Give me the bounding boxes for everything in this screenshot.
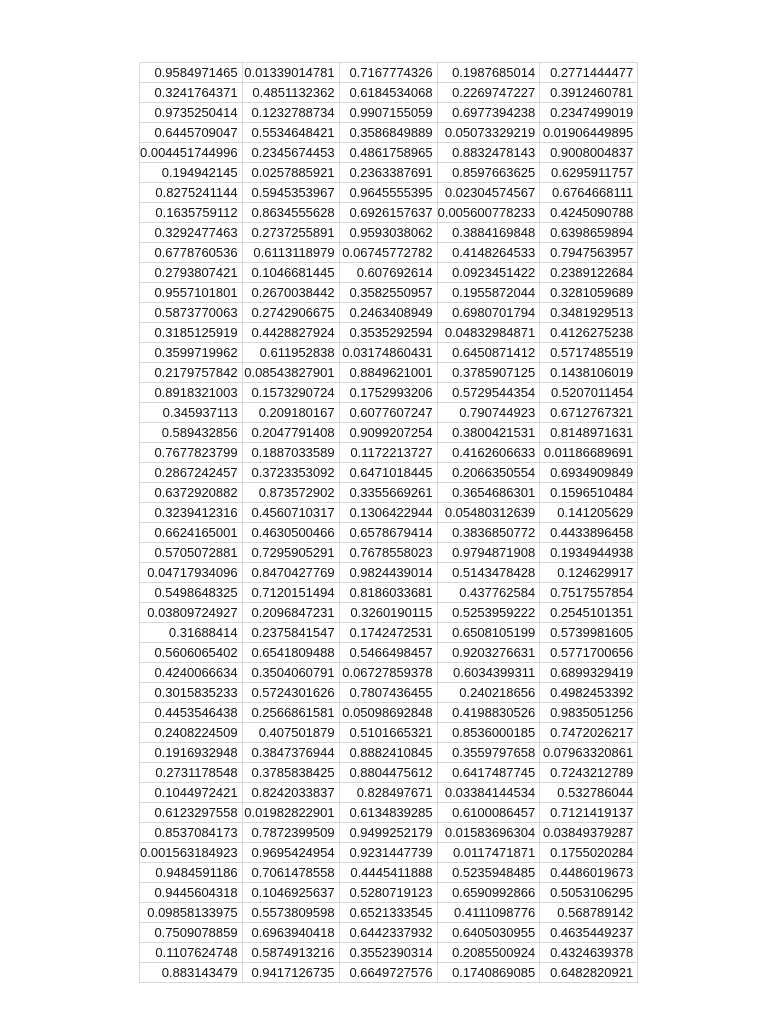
table-cell[interactable]: 0.6963940418 [242,923,339,943]
table-cell[interactable]: 0.5724301626 [242,683,339,703]
table-row [140,643,638,663]
table-cell[interactable]: 0.3239412316 [140,503,243,523]
table-cell[interactable]: 0.7677823799 [140,443,243,463]
table-cell[interactable]: 0.3535292594 [339,323,437,343]
table-cell[interactable]: 0.4126275238 [540,323,638,343]
table-cell[interactable]: 0.6405030955 [437,923,540,943]
table-cell[interactable]: 0.8536000185 [437,723,540,743]
table-cell[interactable]: 0.6926157637 [339,203,437,223]
table-cell[interactable]: 0.6541809488 [242,643,339,663]
table-cell[interactable]: 0.0117471871 [437,843,540,863]
table-cell[interactable]: 0.9645555395 [339,183,437,203]
table-cell[interactable]: 0.2566861581 [242,703,339,723]
table-cell[interactable]: 0.6034399311 [437,663,540,683]
table-row [140,103,638,123]
table-cell[interactable]: 0.2463408949 [339,303,437,323]
table-cell[interactable]: 0.7295905291 [242,543,339,563]
table-cell[interactable]: 0.2375841547 [242,623,339,643]
table-cell[interactable]: 0.2408224509 [140,723,243,743]
table-cell[interactable]: 0.2389122684 [540,263,638,283]
table-cell[interactable]: 0.6578679414 [339,523,437,543]
table-row [140,63,638,83]
table-cell[interactable]: 0.9824439014 [339,563,437,583]
table-cell[interactable]: 0.6508105199 [437,623,540,643]
table-cell[interactable]: 0.05480312639 [437,503,540,523]
table-cell[interactable]: 0.4240066634 [140,663,243,683]
table-cell[interactable]: 0.5498648325 [140,583,243,603]
table-cell[interactable]: 0.2742906675 [242,303,339,323]
table-row [140,203,638,223]
table-cell[interactable]: 0.9584971465 [140,63,243,83]
table-row [140,623,638,643]
table-row [140,183,638,203]
table-cell[interactable]: 0.7872399509 [242,823,339,843]
table-cell[interactable]: 0.5717485519 [540,343,638,363]
table-cell[interactable]: 0.1752993206 [339,383,437,403]
table-cell[interactable]: 0.9484591186 [140,863,243,883]
table-cell[interactable]: 0.2345674453 [242,143,339,163]
table-row [140,683,638,703]
table-row [140,963,638,983]
table-cell[interactable]: 0.8470427769 [242,563,339,583]
table-cell[interactable]: 0.3281059689 [540,283,638,303]
table-cell[interactable]: 0.8597663625 [437,163,540,183]
table-cell[interactable]: 0.8849621001 [339,363,437,383]
table-cell[interactable]: 0.7678558023 [339,543,437,563]
table-cell[interactable]: 0.141205629 [540,503,638,523]
table-cell[interactable]: 0.2085500924 [437,943,540,963]
table-cell[interactable]: 0.209180167 [242,403,339,423]
table-cell[interactable]: 0.9445604318 [140,883,243,903]
table-row [140,503,638,523]
table-cell[interactable]: 0.4324639378 [540,943,638,963]
table-cell[interactable]: 0.9907155059 [339,103,437,123]
table-row [140,743,638,763]
table-cell[interactable]: 0.4982453392 [540,683,638,703]
table-cell[interactable]: 0.9557101801 [140,283,243,303]
table-cell[interactable]: 0.3355669261 [339,483,437,503]
table-cell[interactable]: 0.2347499019 [540,103,638,123]
table-cell[interactable]: 0.1172213727 [339,443,437,463]
table-cell[interactable]: 0.4630500466 [242,523,339,543]
table-row [140,403,638,423]
table-row [140,323,638,343]
table-cell[interactable]: 0.3836850772 [437,523,540,543]
table-cell[interactable]: 0.6934909849 [540,463,638,483]
table-cell[interactable]: 0.3292477463 [140,223,243,243]
table-row [140,363,638,383]
table-cell[interactable]: 0.6113118979 [242,243,339,263]
table-cell[interactable]: 0.04717934096 [140,563,243,583]
table-cell[interactable]: 0.9231447739 [339,843,437,863]
table-cell[interactable]: 0.6521333545 [339,903,437,923]
table-cell[interactable]: 0.6445709047 [140,123,243,143]
table-cell[interactable]: 0.1740869085 [437,963,540,983]
table-row [140,263,638,283]
table-cell[interactable]: 0.31688414 [140,623,243,643]
table-row [140,163,638,183]
table-cell[interactable]: 0.3599719962 [140,343,243,363]
table-cell[interactable]: 0.2793807421 [140,263,243,283]
table-row [140,523,638,543]
table-row [140,83,638,103]
table-cell[interactable]: 0.6123297558 [140,803,243,823]
table-cell[interactable]: 0.3015835233 [140,683,243,703]
table-cell[interactable]: 0.7061478558 [242,863,339,883]
table-cell[interactable]: 0.407501879 [242,723,339,743]
table-cell[interactable]: 0.6471018445 [339,463,437,483]
table-cell[interactable]: 0.09858133975 [140,903,243,923]
table-cell[interactable]: 0.2363387691 [339,163,437,183]
table-row [140,343,638,363]
table-cell[interactable]: 0.5207011454 [540,383,638,403]
table-cell[interactable]: 0.1107624748 [140,943,243,963]
table-cell[interactable]: 0.6624165001 [140,523,243,543]
table-cell[interactable]: 0.6417487745 [437,763,540,783]
table-cell[interactable]: 0.8275241144 [140,183,243,203]
table-cell[interactable]: 0.05073329219 [437,123,540,143]
table-cell[interactable]: 0.8882410845 [339,743,437,763]
table-cell[interactable]: 0.1046925637 [242,883,339,903]
table-cell[interactable]: 0.3241764371 [140,83,243,103]
table-cell[interactable]: 0.4433896458 [540,523,638,543]
table-cell[interactable]: 0.3260190115 [339,603,437,623]
table-cell[interactable]: 0.6372920882 [140,483,243,503]
table-cell[interactable]: 0.04832984871 [437,323,540,343]
table-row [140,883,638,903]
table-row [140,443,638,463]
table-cell[interactable]: 0.8804475612 [339,763,437,783]
table-cell[interactable]: 0.9794871908 [437,543,540,563]
table-cell[interactable]: 0.3654686301 [437,483,540,503]
table-row [140,763,638,783]
table-cell[interactable]: 0.6442337932 [339,923,437,943]
table-cell[interactable]: 0.9593038062 [339,223,437,243]
table-cell[interactable]: 0.5101665321 [339,723,437,743]
spreadsheet-body [140,63,638,983]
table-cell[interactable]: 0.8634555628 [242,203,339,223]
table-cell[interactable]: 0.05098692848 [339,703,437,723]
table-cell[interactable]: 0.2731178548 [140,763,243,783]
table-cell[interactable]: 0.568789142 [540,903,638,923]
table-cell[interactable]: 0.4453546438 [140,703,243,723]
table-row [140,483,638,503]
table-cell[interactable]: 0.4635449237 [540,923,638,943]
table-cell[interactable]: 0.03849379287 [540,823,638,843]
table-cell[interactable]: 0.6899329419 [540,663,638,683]
table-row [140,603,638,623]
table-cell[interactable]: 0.6398659894 [540,223,638,243]
table-cell[interactable]: 0.2737255891 [242,223,339,243]
table-cell[interactable]: 0.9499252179 [339,823,437,843]
table-cell[interactable]: 0.7121419137 [540,803,638,823]
table-cell[interactable]: 0.2670038442 [242,283,339,303]
table-cell[interactable]: 0.5253959222 [437,603,540,623]
table-cell[interactable]: 0.03809724927 [140,603,243,623]
table-row [140,543,638,563]
table-row [140,923,638,943]
table-cell[interactable]: 0.437762584 [437,583,540,603]
table-cell[interactable]: 0.7243212789 [540,763,638,783]
table-cell[interactable]: 0.2771444477 [540,63,638,83]
table-row [140,283,638,303]
spreadsheet-table [139,62,638,983]
table-cell[interactable]: 0.6980701794 [437,303,540,323]
table-cell[interactable]: 0.240218656 [437,683,540,703]
table-cell[interactable]: 0.1916932948 [140,743,243,763]
table-cell[interactable]: 0.7509078859 [140,923,243,943]
table-cell[interactable]: 0.3800421531 [437,423,540,443]
table-cell[interactable]: 0.3481929513 [540,303,638,323]
table-cell[interactable]: 0.5534648421 [242,123,339,143]
table-cell[interactable]: 0.4428827924 [242,323,339,343]
table-cell[interactable]: 0.828497671 [339,783,437,803]
table-cell[interactable]: 0.6482820921 [540,963,638,983]
table-cell[interactable]: 0.124629917 [540,563,638,583]
table-row [140,383,638,403]
table-cell[interactable]: 0.5573809598 [242,903,339,923]
table-cell[interactable]: 0.532786044 [540,783,638,803]
table-cell[interactable]: 0.3559797658 [437,743,540,763]
table-cell[interactable]: 0.3785907125 [437,363,540,383]
table-cell[interactable]: 0.6590992866 [437,883,540,903]
table-cell[interactable]: 0.7472026217 [540,723,638,743]
table-cell[interactable]: 0.5739981605 [540,623,638,643]
table-cell[interactable]: 0.4445411888 [339,863,437,883]
table-cell[interactable]: 0.7167774326 [339,63,437,83]
table-cell[interactable]: 0.0257885921 [242,163,339,183]
table-cell[interactable]: 0.3847376944 [242,743,339,763]
table-cell[interactable]: 0.5606065402 [140,643,243,663]
table-cell[interactable]: 0.3785838425 [242,763,339,783]
table-cell[interactable]: 0.3586849889 [339,123,437,143]
table-row [140,223,638,243]
table-row [140,803,638,823]
table-cell[interactable]: 0.1046681445 [242,263,339,283]
table-cell[interactable]: 0.2867242457 [140,463,243,483]
table-row [140,943,638,963]
table-cell[interactable]: 0.8242033837 [242,783,339,803]
table-cell[interactable]: 0.0923451422 [437,263,540,283]
table-cell[interactable]: 0.07963320861 [540,743,638,763]
table-cell[interactable]: 0.06745772782 [339,243,437,263]
table-cell[interactable]: 0.4861758965 [339,143,437,163]
table-cell[interactable]: 0.02304574567 [437,183,540,203]
table-cell[interactable]: 0.6184534068 [339,83,437,103]
table-cell[interactable]: 0.6100086457 [437,803,540,823]
table-cell[interactable]: 0.194942145 [140,163,243,183]
table-cell[interactable]: 0.4851132362 [242,83,339,103]
table-cell[interactable]: 0.8918321003 [140,383,243,403]
table-cell[interactable]: 0.01583696304 [437,823,540,843]
table-row [140,823,638,843]
table-cell[interactable]: 0.6649727576 [339,963,437,983]
table-cell[interactable]: 0.9203276631 [437,643,540,663]
table-cell[interactable]: 0.589432856 [140,423,243,443]
table-cell[interactable]: 0.2096847231 [242,603,339,623]
table-cell[interactable]: 0.8537084173 [140,823,243,843]
table-cell[interactable]: 0.9008004837 [540,143,638,163]
table-cell[interactable]: 0.3552390314 [339,943,437,963]
table-row [140,583,638,603]
table-cell[interactable]: 0.1955872044 [437,283,540,303]
table-cell[interactable]: 0.5873770063 [140,303,243,323]
table-cell[interactable]: 0.1438106019 [540,363,638,383]
table-cell[interactable]: 0.9695424954 [242,843,339,863]
table-cell[interactable]: 0.1987685014 [437,63,540,83]
table-cell[interactable]: 0.873572902 [242,483,339,503]
table-cell[interactable]: 0.1573290724 [242,383,339,403]
table-row [140,463,638,483]
table-cell[interactable]: 0.7947563957 [540,243,638,263]
table-cell[interactable]: 0.01339014781 [242,63,339,83]
table-cell[interactable]: 0.005600778233 [437,203,540,223]
table-cell[interactable]: 0.5053106295 [540,883,638,903]
table-cell[interactable]: 0.9417126735 [242,963,339,983]
table-cell[interactable]: 0.01982822901 [242,803,339,823]
table-cell[interactable]: 0.790744923 [437,403,540,423]
table-cell[interactable]: 0.8148971631 [540,423,638,443]
table-row [140,303,638,323]
table-cell[interactable]: 0.5874913216 [242,943,339,963]
table-cell[interactable]: 0.7120151494 [242,583,339,603]
table-cell[interactable]: 0.9835051256 [540,703,638,723]
table-cell[interactable]: 0.3582550957 [339,283,437,303]
table-cell[interactable]: 0.6077607247 [339,403,437,423]
table-cell[interactable]: 0.01906449895 [540,123,638,143]
table-cell[interactable]: 0.5143478428 [437,563,540,583]
table-cell[interactable]: 0.01186689691 [540,443,638,463]
table-cell[interactable]: 0.03174860431 [339,343,437,363]
table-cell[interactable]: 0.1232788734 [242,103,339,123]
table-row [140,783,638,803]
table-cell[interactable]: 0.6977394238 [437,103,540,123]
table-cell[interactable]: 0.5771700656 [540,643,638,663]
table-cell[interactable]: 0.3884169848 [437,223,540,243]
table-row [140,863,638,883]
table-cell[interactable]: 0.1742472531 [339,623,437,643]
table-cell[interactable]: 0.4111098776 [437,903,540,923]
table-cell[interactable]: 0.6134839285 [339,803,437,823]
table-cell[interactable]: 0.03384144534 [437,783,540,803]
table-cell[interactable]: 0.4148264533 [437,243,540,263]
table-row [140,903,638,923]
table-cell[interactable]: 0.4198830526 [437,703,540,723]
table-cell[interactable]: 0.8832478143 [437,143,540,163]
table-cell[interactable]: 0.1635759112 [140,203,243,223]
table-cell[interactable]: 0.1306422944 [339,503,437,523]
table-cell[interactable]: 0.5705072881 [140,543,243,563]
table-cell[interactable]: 0.6712767321 [540,403,638,423]
table-cell[interactable]: 0.08543827901 [242,363,339,383]
table-cell[interactable]: 0.4162606633 [437,443,540,463]
table-cell[interactable]: 0.4486019673 [540,863,638,883]
table-cell[interactable]: 0.1887033589 [242,443,339,463]
table-cell[interactable]: 0.06727859378 [339,663,437,683]
table-cell[interactable]: 0.5235948485 [437,863,540,883]
table-cell[interactable]: 0.9099207254 [339,423,437,443]
table-cell[interactable]: 0.9735250414 [140,103,243,123]
table-cell[interactable]: 0.5729544354 [437,383,540,403]
table-cell[interactable]: 0.611952838 [242,343,339,363]
table-cell[interactable]: 0.001563184923 [140,843,243,863]
table-cell[interactable]: 0.8186033681 [339,583,437,603]
table-cell[interactable]: 0.2545101351 [540,603,638,623]
table-cell[interactable]: 0.3912460781 [540,83,638,103]
table-cell[interactable]: 0.6778760536 [140,243,243,263]
table-cell[interactable]: 0.2269747227 [437,83,540,103]
table-cell[interactable]: 0.6450871412 [437,343,540,363]
table-cell[interactable]: 0.004451744996 [140,143,243,163]
table-cell[interactable]: 0.5466498457 [339,643,437,663]
table-cell[interactable]: 0.7517557854 [540,583,638,603]
table-cell[interactable]: 0.607692614 [339,263,437,283]
table-cell[interactable]: 0.4560710317 [242,503,339,523]
table-cell[interactable]: 0.5280719123 [339,883,437,903]
table-cell[interactable]: 0.7807436455 [339,683,437,703]
table-row [140,723,638,743]
table-row [140,703,638,723]
table-cell[interactable]: 0.1596510484 [540,483,638,503]
table-row [140,563,638,583]
table-cell[interactable]: 0.345937113 [140,403,243,423]
table-row [140,123,638,143]
table-cell[interactable]: 0.6764668111 [540,183,638,203]
table-cell[interactable]: 0.6295911757 [540,163,638,183]
table-cell[interactable]: 0.883143479 [140,963,243,983]
table-cell[interactable]: 0.5945353967 [242,183,339,203]
table-cell[interactable]: 0.2047791408 [242,423,339,443]
table-row [140,843,638,863]
table-cell[interactable]: 0.3504060791 [242,663,339,683]
table-row [140,143,638,163]
table-row [140,243,638,263]
table-cell[interactable]: 0.2066350554 [437,463,540,483]
table-row [140,423,638,443]
table-cell[interactable]: 0.1934944938 [540,543,638,563]
table-cell[interactable]: 0.1044972421 [140,783,243,803]
table-cell[interactable]: 0.3185125919 [140,323,243,343]
table-cell[interactable]: 0.2179757842 [140,363,243,383]
table-cell[interactable]: 0.3723353092 [242,463,339,483]
table-cell[interactable]: 0.1755020284 [540,843,638,863]
table-row [140,663,638,683]
table-cell[interactable]: 0.4245090788 [540,203,638,223]
